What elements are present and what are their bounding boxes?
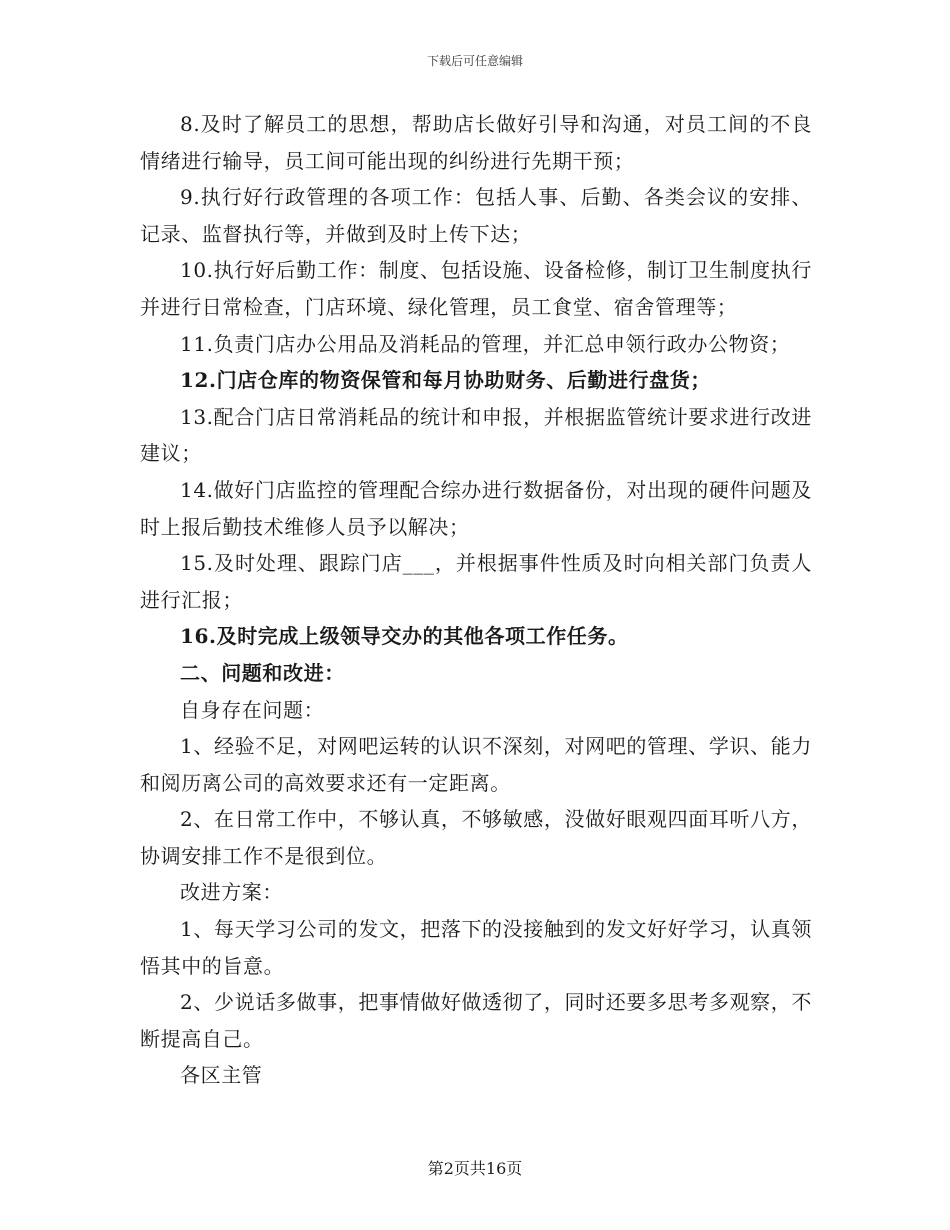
issue-item-1: 1、经验不足，对网吧运转的认识不深刻，对网吧的管理、学识、能力和阅历离公司的高效要求还有一定距离。 xyxy=(140,734,812,795)
paragraph-item-14: 14.做好门店监控的管理配合综办进行数据备份，对出现的硬件问题及时上报后勤技术维修人员予以解决； xyxy=(140,477,812,539)
section-heading-area-managers: 各区主管 xyxy=(180,1063,263,1088)
paragraph-item-13: 13.配合门店日常消耗品的统计和申报，并根据监管统计要求进行改进建议； xyxy=(140,404,812,466)
section-heading-problems: 二、问题和改进： xyxy=(180,660,345,685)
plan-item-2: 2、少说话多做事，把事情做好做透彻了，同时还要多思考多观察，不断提高自己。 xyxy=(140,990,812,1051)
plan-item-1: 1、每天学习公司的发文，把落下的没接触到的发文好好学习，认真领悟其中的旨意。 xyxy=(140,917,812,978)
subheading-improvement-plan: 改进方案： xyxy=(180,880,283,905)
page-header: 下载后可任意编辑 xyxy=(426,54,523,68)
issue-item-2: 2、在日常工作中，不够认真，不够敏感，没做好眼观四面耳听八方，协调安排工作不是很到位。 xyxy=(140,807,812,868)
paragraph-item-10: 10.执行好后勤工作：制度、包括设施、设备检修，制订卫生制度执行并进行日常检查，门店环境、绿化管理，员工食堂、宿舍管理等； xyxy=(140,258,812,319)
document-body xyxy=(140,106,812,1094)
paragraph-item-16: 16.及时完成上级领导交办的其他各项工作任务。 xyxy=(180,624,629,649)
paragraph-item-8: 8.及时了解员工的思想，帮助店长做好引导和沟通，对员工间的不良情绪进行输导，员工间可能出现的纠纷进行先期干预； xyxy=(140,112,812,173)
paragraph-item-11: 11.负责门店办公用品及消耗品的管理，并汇总申领行政办公物资； xyxy=(180,331,791,356)
paragraph-item-12: 12.门店仓库的物资保管和每月协助财务、后勤进行盘货； xyxy=(180,368,711,393)
paragraph-item-9: 9.执行好行政管理的各项工作：包括人事、后勤、各类会议的安排、记录、监督执行等，并做到及时上传下达； xyxy=(140,185,812,246)
subheading-self-issues: 自身存在问题： xyxy=(180,697,325,722)
page-footer: 第2页共16页 xyxy=(427,1159,523,1178)
paragraph-item-15: 15.及时处理、跟踪门店___，并根据事件性质及时向相关部门负责人进行汇报； xyxy=(140,551,812,612)
